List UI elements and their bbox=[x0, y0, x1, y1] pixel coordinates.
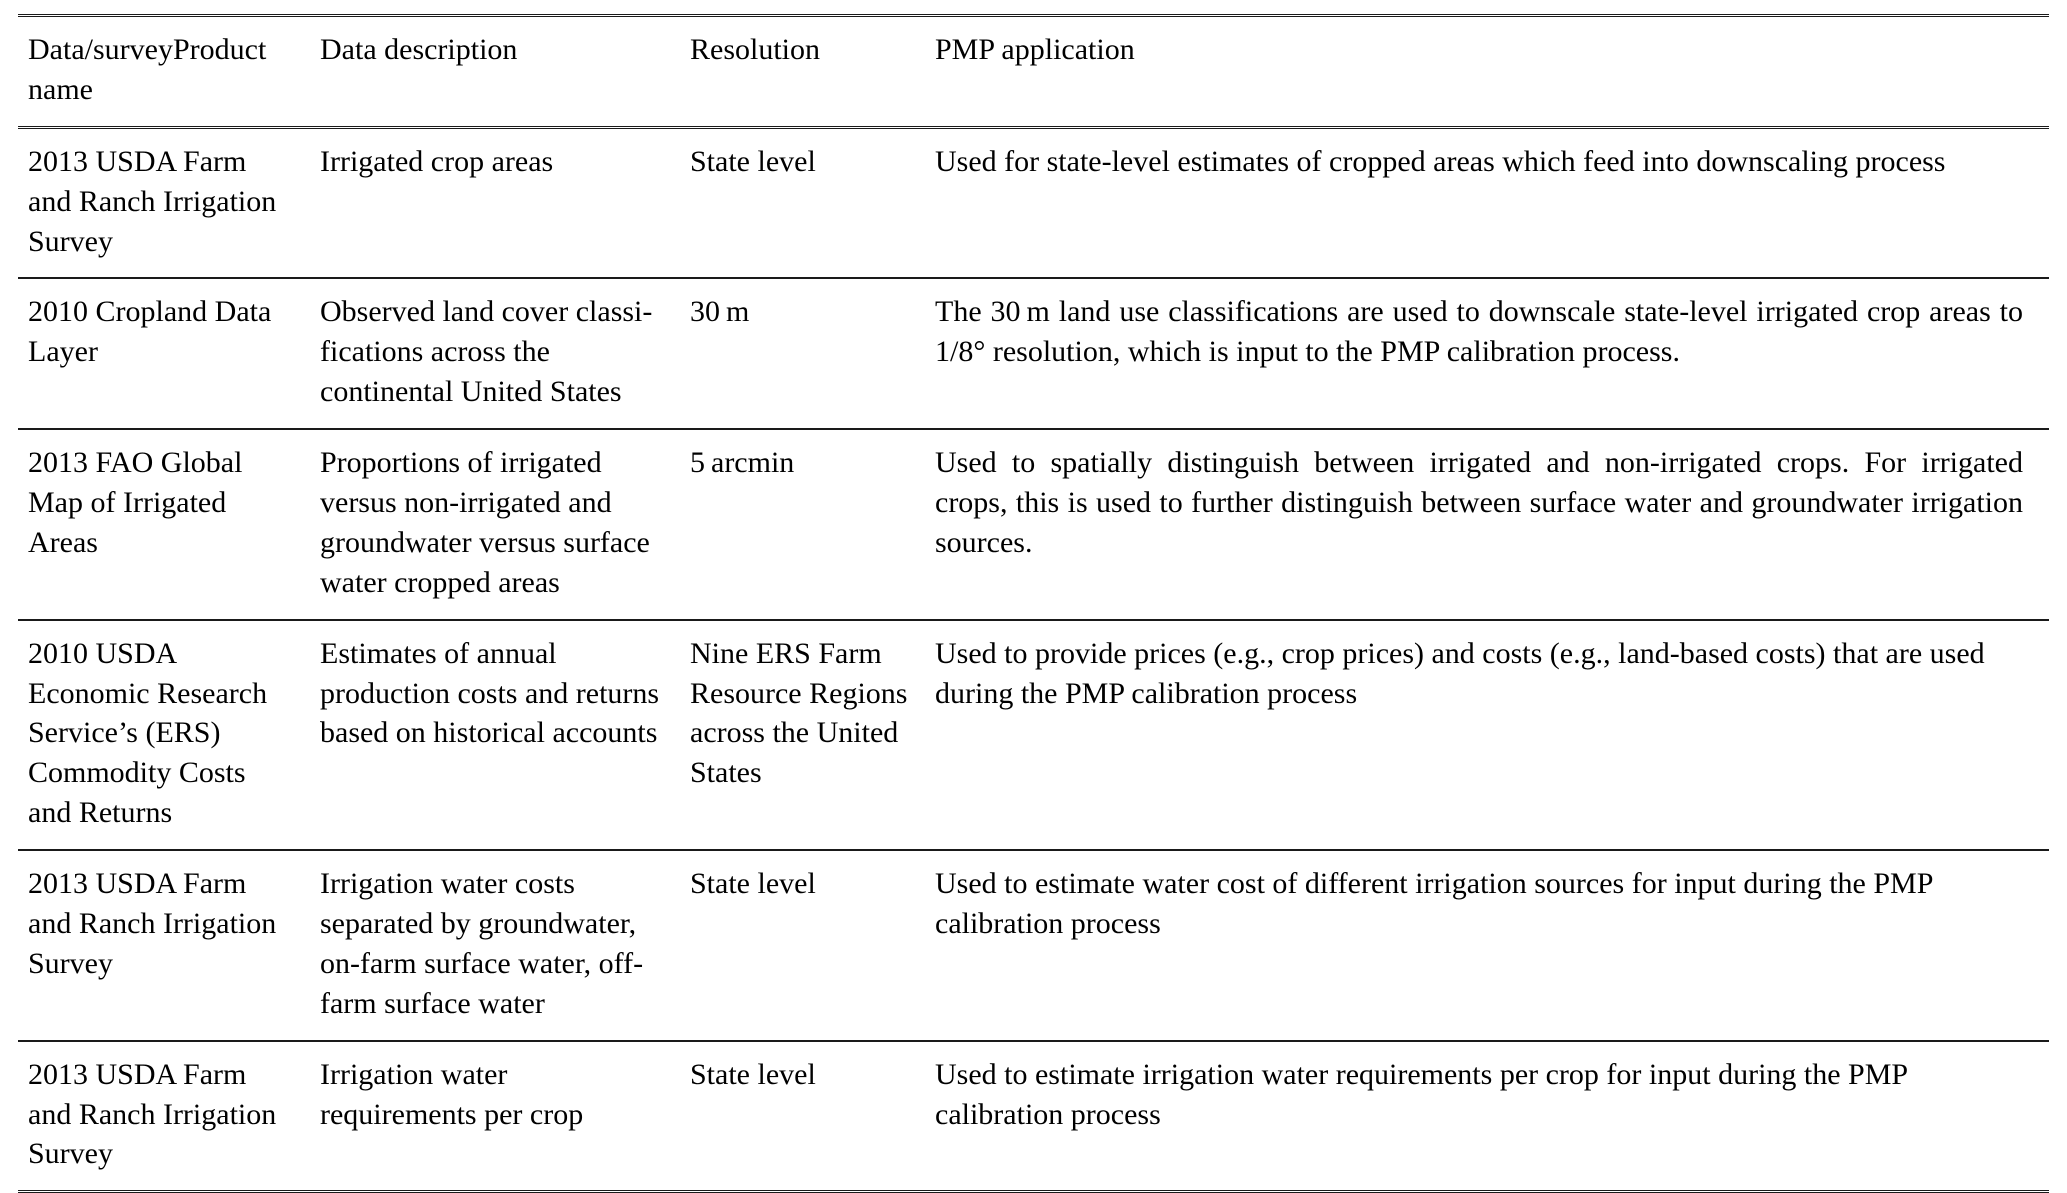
cell-text: 2013 USDA Farm and Ranch Irrigation Survey bbox=[28, 144, 277, 258]
cell-text: State level bbox=[690, 144, 816, 178]
cell-text: Irrigation water requirements per crop bbox=[320, 1057, 584, 1131]
table-body bbox=[18, 127, 2049, 1192]
cell-pmp-application bbox=[935, 620, 2049, 850]
cell-text: Irrigation water costs separated by groundwater, on-farm surface water, off-farm surface water bbox=[320, 867, 644, 1020]
cell-text: Used to provide prices (e.g., crop prices) and costs (e.g., land-based costs) that are used during the PMP calibration process bbox=[935, 636, 1985, 710]
cell-pmp-application bbox=[935, 278, 2049, 429]
cell-resolution bbox=[690, 127, 935, 278]
cell-data-description bbox=[320, 278, 690, 429]
cell-pmp-application bbox=[935, 127, 2049, 278]
table-row bbox=[18, 620, 2049, 850]
cell-pmp-application bbox=[935, 429, 2049, 620]
cell-pmp-application bbox=[935, 850, 2049, 1041]
cell-text: The 30 m land use classifications are used to downscale state-level irrigated crop areas to 1/8° resolution, which is input to the PMP calibration process. bbox=[935, 295, 2023, 369]
cell-resolution bbox=[690, 850, 935, 1041]
cell-text: Used to spatially distinguish between irrigated and non-irrigated crops. For irrigated crops, this is used to further distinguish between surface water and groundwater irrigation sources. bbox=[935, 446, 2023, 559]
cell-text: 30 m bbox=[690, 295, 750, 329]
cell-text: Observed land cover classifications across the continental United States bbox=[320, 295, 653, 409]
column-header-label: Resolution bbox=[690, 33, 821, 66]
column-header-label: PMP application bbox=[935, 33, 1135, 66]
table-header-row bbox=[18, 16, 2049, 128]
column-header-label: Data description bbox=[320, 33, 518, 66]
column-header-resolution bbox=[690, 16, 935, 128]
column-header-line1-right: Product bbox=[172, 33, 267, 66]
table-header bbox=[18, 16, 2049, 128]
cell-text: Proportions of irrigated versus non-irrigated and groundwater versus surface water cropped areas bbox=[320, 446, 650, 599]
cell-data-description bbox=[320, 620, 690, 850]
table-container bbox=[0, 14, 2067, 1171]
cell-text: 5 arcmin bbox=[690, 446, 795, 480]
cell-data-description bbox=[320, 850, 690, 1041]
cell-text: Used to estimate water cost of different irrigation sources for input during the PMP calibration process bbox=[935, 867, 1933, 941]
cell-text: 2010 Cropland Data Layer bbox=[28, 295, 272, 369]
cell-text: Used to estimate irrigation water requirements per crop for input during the PMP calibration process bbox=[935, 1057, 1907, 1131]
cell-data-survey-product-name bbox=[18, 1041, 320, 1192]
column-header-data-survey-product-name bbox=[18, 16, 320, 128]
cell-data-survey-product-name bbox=[18, 127, 320, 278]
cell-resolution bbox=[690, 278, 935, 429]
cell-data-description bbox=[320, 1041, 690, 1192]
cell-text: 2013 USDA Farm and Ranch Irrigation Survey bbox=[28, 1057, 277, 1171]
cell-text: Used for state-level estimates of cropped areas which feed into downscaling process bbox=[935, 144, 1946, 178]
cell-resolution bbox=[690, 1041, 935, 1192]
cell-text: State level bbox=[690, 1057, 816, 1091]
cell-data-survey-product-name bbox=[18, 278, 320, 429]
cell-text: Irrigated crop areas bbox=[320, 144, 554, 178]
cell-data-survey-product-name bbox=[18, 429, 320, 620]
cell-resolution bbox=[690, 620, 935, 850]
column-header-line1-left: Data/survey bbox=[28, 33, 173, 66]
cell-text: Estimates of annual production costs and returns based on historical accounts bbox=[320, 636, 660, 750]
cell-data-description bbox=[320, 127, 690, 278]
cell-data-survey-product-name bbox=[18, 850, 320, 1041]
table-row bbox=[18, 127, 2049, 278]
cell-resolution bbox=[690, 429, 935, 620]
cell-text: State level bbox=[690, 867, 816, 901]
data-survey-products-table bbox=[18, 14, 2049, 1193]
table-row bbox=[18, 850, 2049, 1041]
cell-text: 2010 USDA Economic Research Service’s (ERS) Commodity Costs and Returns bbox=[28, 636, 268, 830]
column-header-pmp-application bbox=[935, 16, 2049, 128]
column-header-data-description bbox=[320, 16, 690, 128]
cell-data-description bbox=[320, 429, 690, 620]
column-header-line2: name bbox=[28, 72, 93, 106]
cell-text: 2013 USDA Farm and Ranch Irrigation Survey bbox=[28, 867, 277, 980]
table-row bbox=[18, 429, 2049, 620]
cell-text: Nine ERS Farm Resource Regions across the United States bbox=[690, 636, 908, 790]
cell-pmp-application bbox=[935, 1041, 2049, 1192]
table-row bbox=[18, 278, 2049, 429]
cell-data-survey-product-name bbox=[18, 620, 320, 850]
cell-text: 2013 FAO Global Map of Irrigated Areas bbox=[28, 446, 243, 559]
table-row bbox=[18, 1041, 2049, 1192]
